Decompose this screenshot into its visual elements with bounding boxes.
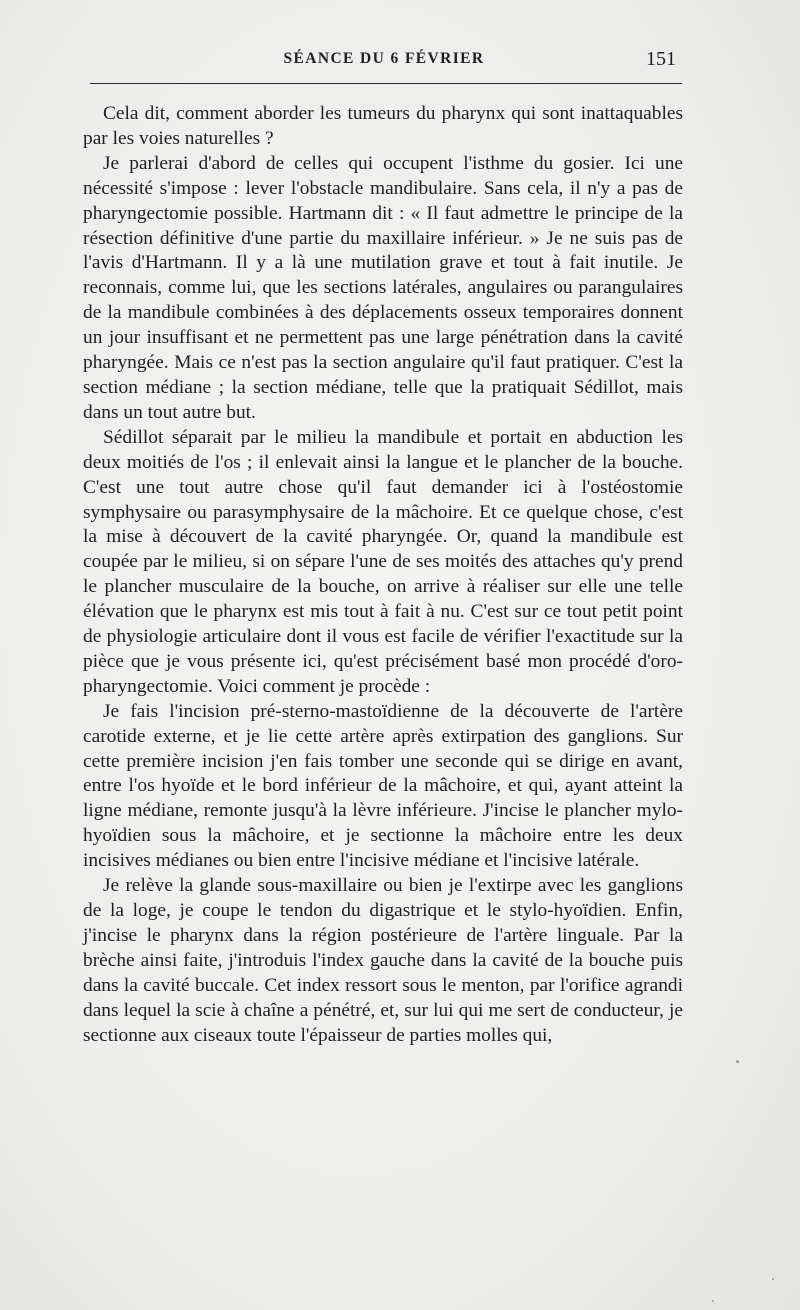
paper-speck (712, 1300, 714, 1302)
paragraph-2: Je parlerai d'abord de celles qui occupent l'isthme du gosier. Ici une nécessité s'impose : lever l'obstacle mandibulaire. Sans cela, il n'y a pas de pharyngectomie possible. Hartmann dit : « Il faut admettre le principe de la résection définitive d'une partie du maxillaire inférieur. » Je ne suis pas de l'avis d'Hartmann. Il y a là une mutilation grave et tout à fait inutile. Je reconnais, comme lui, que les sections latérales, angulaires ou parangulaires de la mandibule combinées à des déplacements osseux temporaires donnent un jour insuffisant et ne permettent pas une large pénétration dans la cavité pharyngée. Mais ce n'est pas la section angulaire qu'il faut pratiquer. C'est la section médiane ; la section médiane, telle que la pratiquait Sédillot, mais dans un tout autre but. (83, 152, 683, 423)
body-text (83, 102, 683, 1048)
paper-speck (736, 1060, 739, 1063)
running-title: SÉANCE DU 6 FÉVRIER (283, 50, 485, 67)
paragraph-5: Je relève la glande sous-maxillaire ou bien je l'extirpe avec les ganglions de la loge, je coupe le tendon du digastrique et le stylo-hyoïdien. Enfin, j'incise le pharynx dans la région postérieure de l'artère linguale. Par la brèche ainsi faite, j'introduis l'index gauche dans la cavité de la bouche puis dans la cavité buccale. Cet index ressort sous le menton, par l'orifice agrandi dans lequel la scie à chaîne a pénétré, et, sur lui qui me sert de conducteur, je sectionne aux ciseaux toute l'épaisseur de parties molles qui, (83, 875, 683, 1046)
header-rule (90, 83, 682, 84)
page-number: 151 (646, 48, 676, 70)
running-head (84, 48, 684, 74)
paper-speck (772, 1278, 774, 1280)
paragraph-3: Sédillot séparait par le milieu la mandibule et portait en abduction les deux moitiés de l'os ; il enlevait ainsi la langue et le plancher de la bouche. C'est une tout autre chose qu'il faut demander ici à l'ostéostomie symphysaire ou parasymphysaire de la mâchoire. Et ce quelque chose, c'est la mise à découvert de la cavité pharyngée. Or, quand la mandibule est coupée par le milieu, si on sépare l'une de ses moités des attaches qu'y prend le plancher musculaire de la bouche, on arrive à réaliser sur elle une telle élévation que le pharynx est mis tout à fait à nu. C'est sur ce tout petit point de physiologie articulaire dont il vous est facile de vérifier l'exactitude sur la pièce que je vous présente ici, qu'est précisément basé mon procédé d'oro-pharyngectomie. Voici comment je procède : (83, 426, 683, 697)
paragraph-4: Je fais l'incision pré-sterno-mastoïdienne de la découverte de l'artère carotide externe, et je lie cette artère après extirpation des ganglions. Sur cette première incision j'en fais tomber une seconde qui se dirige en avant, entre l'os hyoïde et le bord inférieur de la mâchoire, et qui, ayant atteint la ligne médiane, remonte jusqu'à la lèvre inférieure. J'incise le plancher mylo-hyoïdien sous la mâchoire, et je sectionne la mâchoire entre les deux incisives médianes ou bien entre l'incisive médiane et l'incisive latérale. (83, 700, 683, 872)
paragraph-1: Cela dit, comment aborder les tumeurs du pharynx qui sont inattaquables par les voies naturelles ? (83, 103, 683, 149)
